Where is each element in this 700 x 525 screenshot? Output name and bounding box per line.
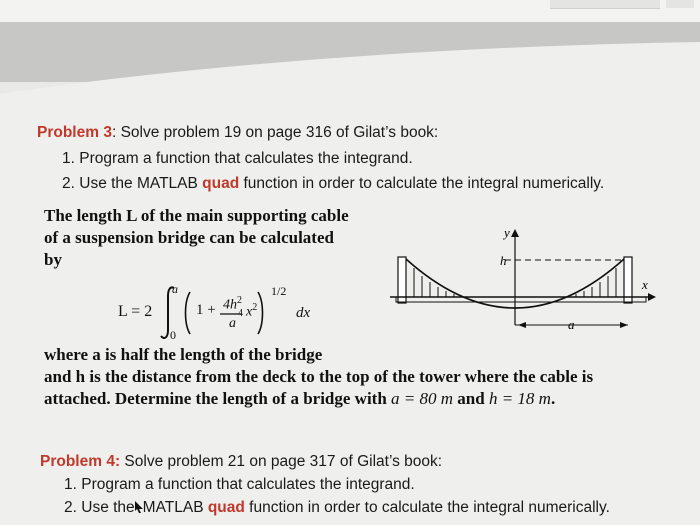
book-line-4: where a is half the length of the bridge: [44, 345, 323, 364]
formula-dx: dx: [296, 305, 311, 321]
problem4-label: Problem 4:: [40, 453, 121, 470]
problem3-label: Problem 3: [37, 124, 112, 141]
list-number: 1.: [62, 150, 75, 167]
book-line-1: The length L of the main supporting cable: [44, 206, 349, 225]
problem3-item1: [62, 150, 413, 168]
formula-inner: 1 +: [196, 302, 216, 318]
formula-lower: 0: [170, 328, 176, 342]
problem4-text: Solve problem 21 on page 317 of Gilat’s book:: [120, 453, 443, 470]
list-number: 2.: [62, 175, 75, 192]
problem3-heading: [37, 124, 438, 142]
list-text: MATLAB: [142, 499, 208, 516]
window-top-strip: [0, 0, 700, 22]
window-tab: [550, 0, 660, 9]
problem3-text: : Solve problem 19 on page 316 of Gilat’s book:: [111, 124, 439, 141]
book-line-3: by: [44, 250, 62, 269]
quad-keyword: quad: [207, 499, 245, 516]
formula-numerator: $4h^2$: [223, 295, 242, 313]
x-axis-label: x: [642, 277, 648, 292]
book-line-5: and h is the distance from the deck to the top of the tower where the cable is: [44, 367, 594, 386]
y-axis-label: y: [504, 225, 510, 240]
suspension-bridge-diagram: [390, 225, 660, 345]
list-text: Use the: [81, 499, 135, 516]
formula-x: $x^2$: [246, 302, 258, 320]
h-label: h: [500, 253, 507, 268]
list-text: function in order to calculate the integral numerically.: [244, 499, 610, 516]
list-text: Program a function that calculates the integrand.: [81, 476, 415, 493]
list-text: Program a function that calculates the integrand.: [79, 150, 413, 167]
problem4-heading: [40, 453, 442, 471]
problem3-item2: [62, 175, 604, 193]
list-text: function in order to calculate the integral numerically.: [239, 175, 605, 192]
list-number: 2.: [64, 499, 77, 516]
formula-lhs: L = 2: [118, 303, 153, 320]
integral-sign: [160, 284, 280, 344]
quad-keyword: quad: [202, 175, 240, 192]
formula-upper: a: [172, 282, 178, 296]
list-text: Use the MATLAB: [79, 175, 203, 192]
problem4-item1: [64, 476, 415, 494]
problem4-item2: [64, 499, 610, 517]
book-line-6: attached. Determine the length of a bridge with a = 80 m and h = 18 m.: [44, 389, 556, 408]
a-dimension-label: a: [568, 317, 575, 332]
formula-exponent: 1/2: [271, 284, 287, 298]
formula-denominator: a: [229, 316, 236, 331]
mouse-cursor-icon: [135, 499, 143, 517]
formula-den-exp: 4: [238, 308, 243, 319]
list-number: 1.: [64, 476, 77, 493]
book-line-2: of a suspension bridge can be calculated: [44, 228, 334, 247]
